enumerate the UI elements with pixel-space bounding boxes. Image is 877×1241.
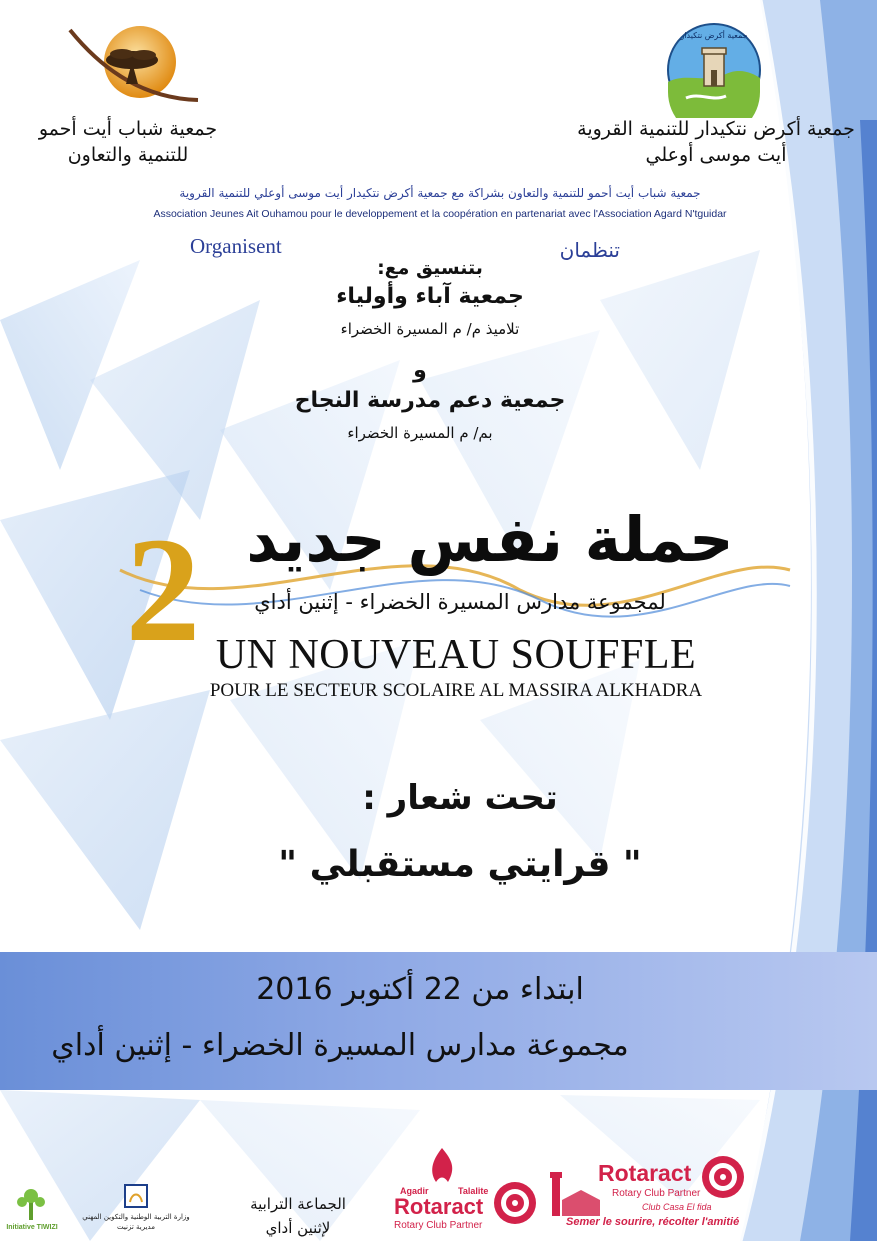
castle-logo-text: جمعية أكرض نتكيدار: [680, 31, 748, 40]
tree-sun-logo: [66, 22, 200, 110]
campaign-title-french: UN NOUVEAU SOUFFLE: [215, 632, 697, 678]
right-org-line2: أيت موسى أوعلي: [645, 144, 787, 166]
event-location: مجموعة مدارس المسيرة الخضراء - إثنين أداي: [51, 1028, 629, 1063]
rotaract-casa-club: Club Casa El fida: [642, 1202, 712, 1212]
rotaract-agadir-city: Agadir: [400, 1186, 429, 1196]
coordination-label: بتنسيق مع:: [377, 257, 483, 279]
mosque-icon: [548, 1170, 602, 1220]
ministry-line2: مديرية تزنيت: [117, 1223, 155, 1231]
rotaract-casa-motto: Semer le sourire, récolter l'amitié: [566, 1216, 740, 1228]
slogan-text: " قرايتي مستقبلي ": [278, 844, 642, 885]
tiwizi-tree-icon: [14, 1186, 48, 1222]
event-date: ابتداء من 22 أكتوبر 2016: [256, 972, 584, 1007]
rotaract-agadir-partner: Rotary Club Partner: [394, 1220, 483, 1231]
rotaract-casa-name: Rotaract: [598, 1160, 692, 1186]
ministry-name: [66, 1212, 206, 1232]
assoc2-subtitle: بم/ م المسيرة الخضراء: [347, 424, 493, 442]
rotaract-agadir-name: Rotaract: [394, 1194, 484, 1219]
right-org-line1: جمعية أكرض نتكيدار للتنمية القروية: [577, 118, 855, 140]
campaign-subtitle-arabic: لمجموعة مدارس المسيرة الخضراء - إثنين أداي: [254, 590, 666, 614]
campaign-number: 2: [125, 507, 201, 673]
rotaract-agadir-district: Talalite: [458, 1186, 489, 1196]
commune-name: [228, 1192, 368, 1240]
left-org-line1: جمعية شباب أيت أحمو: [38, 118, 218, 140]
campaign-title-arabic: حملة نفس جديد: [246, 503, 734, 576]
left-org-line2: للتنمية والتعاون: [67, 144, 189, 166]
assoc1-subtitle: تلاميذ م/ م المسيرة الخضراء: [340, 320, 520, 338]
castle-logo: [666, 22, 762, 118]
initiative-label: Initiative TIWIZI: [6, 1224, 58, 1231]
ministry-line1: وزارة التربية الوطنية والتكوين المهني: [82, 1213, 190, 1221]
rotary-wheel-icon-casa: [700, 1154, 746, 1200]
left-org-name: [28, 116, 228, 168]
assoc2-title: جمعية دعم مدرسة النجاح: [294, 388, 566, 413]
slogan-label: تحت شعار :: [362, 778, 558, 818]
commune-line1: الجماعة الترابية: [250, 1195, 346, 1213]
and-connector: و: [413, 358, 427, 383]
tontamen-label: تنظمان: [559, 238, 620, 262]
flame-icon: [422, 1146, 462, 1186]
partnership-arabic: جمعية شباب أيت أحمو للتنمية والتعاون بشراكة مع جمعية أكرض نتكيدار أيت موسى أوعلي للتنمية القروية: [179, 186, 701, 200]
rotaract-casa-partner: Rotary Club Partner: [612, 1188, 701, 1199]
commune-line2: لإثنين أداي: [265, 1219, 331, 1237]
assoc1-title: جمعية آباء وأولياء: [336, 284, 524, 309]
partnership-french: Association Jeunes Ait Ouhamou pour le developpement et la coopération en partenariat avec l'Association Agard N'tguidar: [153, 208, 727, 220]
right-org-name: [566, 116, 866, 168]
rotary-wheel-icon: [492, 1180, 538, 1226]
organisent-label: Organisent: [190, 234, 282, 258]
campaign-subtitle-french: POUR LE SECTEUR SCOLAIRE AL MASSIRA ALKHADRA: [209, 680, 703, 701]
ministry-emblem-icon: [124, 1184, 148, 1208]
